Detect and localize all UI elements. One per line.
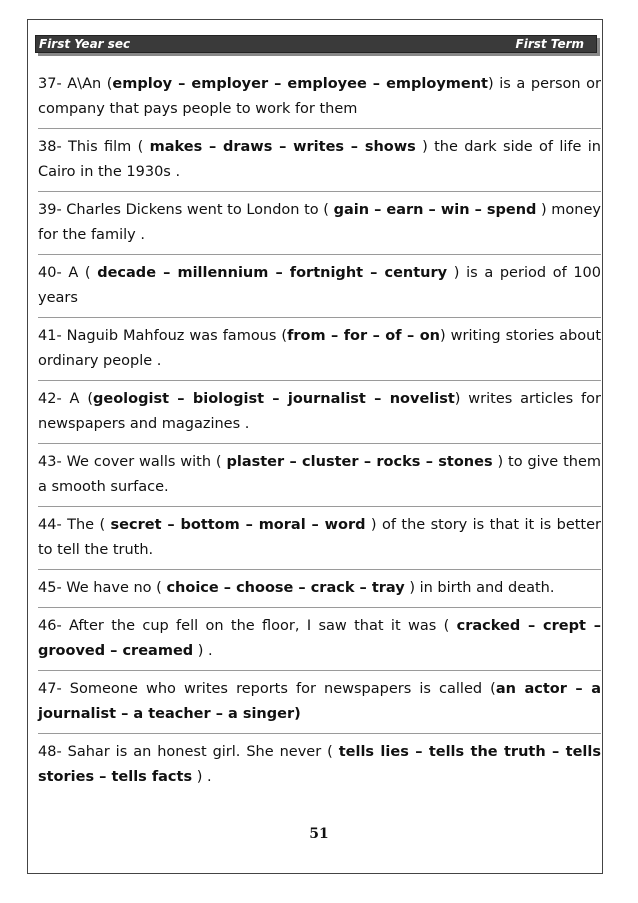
question-item xyxy=(38,450,601,500)
question-item xyxy=(38,72,601,122)
question-text: 48- Sahar is an honest girl. She never ( xyxy=(38,744,339,760)
question-choices: tells lies – tells the truth – tells stories – tells facts xyxy=(38,744,601,785)
question-text: ) of the story is that it is better to tell the truth. xyxy=(38,517,601,558)
page-number: 51 xyxy=(309,826,329,842)
question-text: ) money for the family . xyxy=(38,202,601,243)
question-choices: decade – millennium – fortnight – century xyxy=(97,265,448,281)
question-text: 41- Naguib Mahfouz was famous ( xyxy=(38,328,288,344)
question-item xyxy=(38,513,601,563)
question-choices: makes – draws – writes – shows xyxy=(149,139,416,155)
divider xyxy=(38,380,601,381)
question-text: ) is a period of 100 years xyxy=(38,265,602,306)
question-item xyxy=(38,677,601,727)
divider xyxy=(38,733,601,734)
header-year: First Year sec xyxy=(39,37,131,51)
question-text: 45- We have no ( xyxy=(38,580,167,596)
question-choices: employ – employer – employee – employment xyxy=(112,76,488,92)
divider xyxy=(38,443,601,444)
question-text: ) in birth and death. xyxy=(404,580,555,596)
divider xyxy=(38,670,601,671)
question-text: 43- We cover walls with ( xyxy=(38,454,227,470)
divider xyxy=(38,254,601,255)
divider xyxy=(38,317,601,318)
question-choices: secret – bottom – moral – word xyxy=(110,517,366,533)
question-text: 42- A ( xyxy=(38,391,93,407)
question-text: 46- After the cup fell on the floor, I saw that it was ( xyxy=(38,618,457,634)
question-choices: gain – earn – win – spend xyxy=(333,202,537,218)
divider xyxy=(38,128,601,129)
question-item xyxy=(38,614,601,664)
question-text: 39- Charles Dickens went to London to ( xyxy=(38,202,334,218)
question-item xyxy=(38,261,601,311)
question-item xyxy=(38,576,601,601)
question-text: ) writing stories about ordinary people . xyxy=(38,328,602,369)
question-text: 44- The ( xyxy=(38,517,111,533)
divider xyxy=(38,607,601,608)
divider xyxy=(38,191,601,192)
question-item xyxy=(38,324,601,374)
question-item xyxy=(38,740,601,790)
question-text: ) is a person or company that pays people to work for them xyxy=(38,76,601,117)
question-text: ) . xyxy=(193,643,213,659)
question-item xyxy=(38,135,601,185)
question-text: ) . xyxy=(192,769,212,785)
header-bar xyxy=(35,35,597,53)
question-text: 47- Someone who writes reports for newspapers is called ( xyxy=(38,681,496,697)
question-item xyxy=(38,387,601,437)
question-choices: plaster – cluster – rocks – stones xyxy=(226,454,493,470)
question-choices: an actor – a journalist – a teacher – a singer) xyxy=(38,681,601,722)
question-choices: from – for – of – on xyxy=(287,328,440,344)
question-text: 37- A\An ( xyxy=(38,76,113,92)
header-term: First Term xyxy=(515,37,584,51)
question-list xyxy=(38,72,601,790)
question-choices: cracked – crept – grooved – creamed xyxy=(38,618,601,659)
divider xyxy=(38,506,601,507)
question-item xyxy=(38,198,601,248)
divider xyxy=(38,569,601,570)
question-text: ) the dark side of life in Cairo in the 1930s . xyxy=(38,139,601,180)
question-text: 38- This film ( xyxy=(38,139,150,155)
question-choices: geologist – biologist – journalist – novelist xyxy=(92,391,455,407)
question-text: ) writes articles for newspapers and magazines . xyxy=(38,391,601,432)
question-choices: choice – choose – crack – tray xyxy=(166,580,405,596)
question-text: ) to give them a smooth surface. xyxy=(38,454,601,495)
question-text: 40- A ( xyxy=(38,265,98,281)
